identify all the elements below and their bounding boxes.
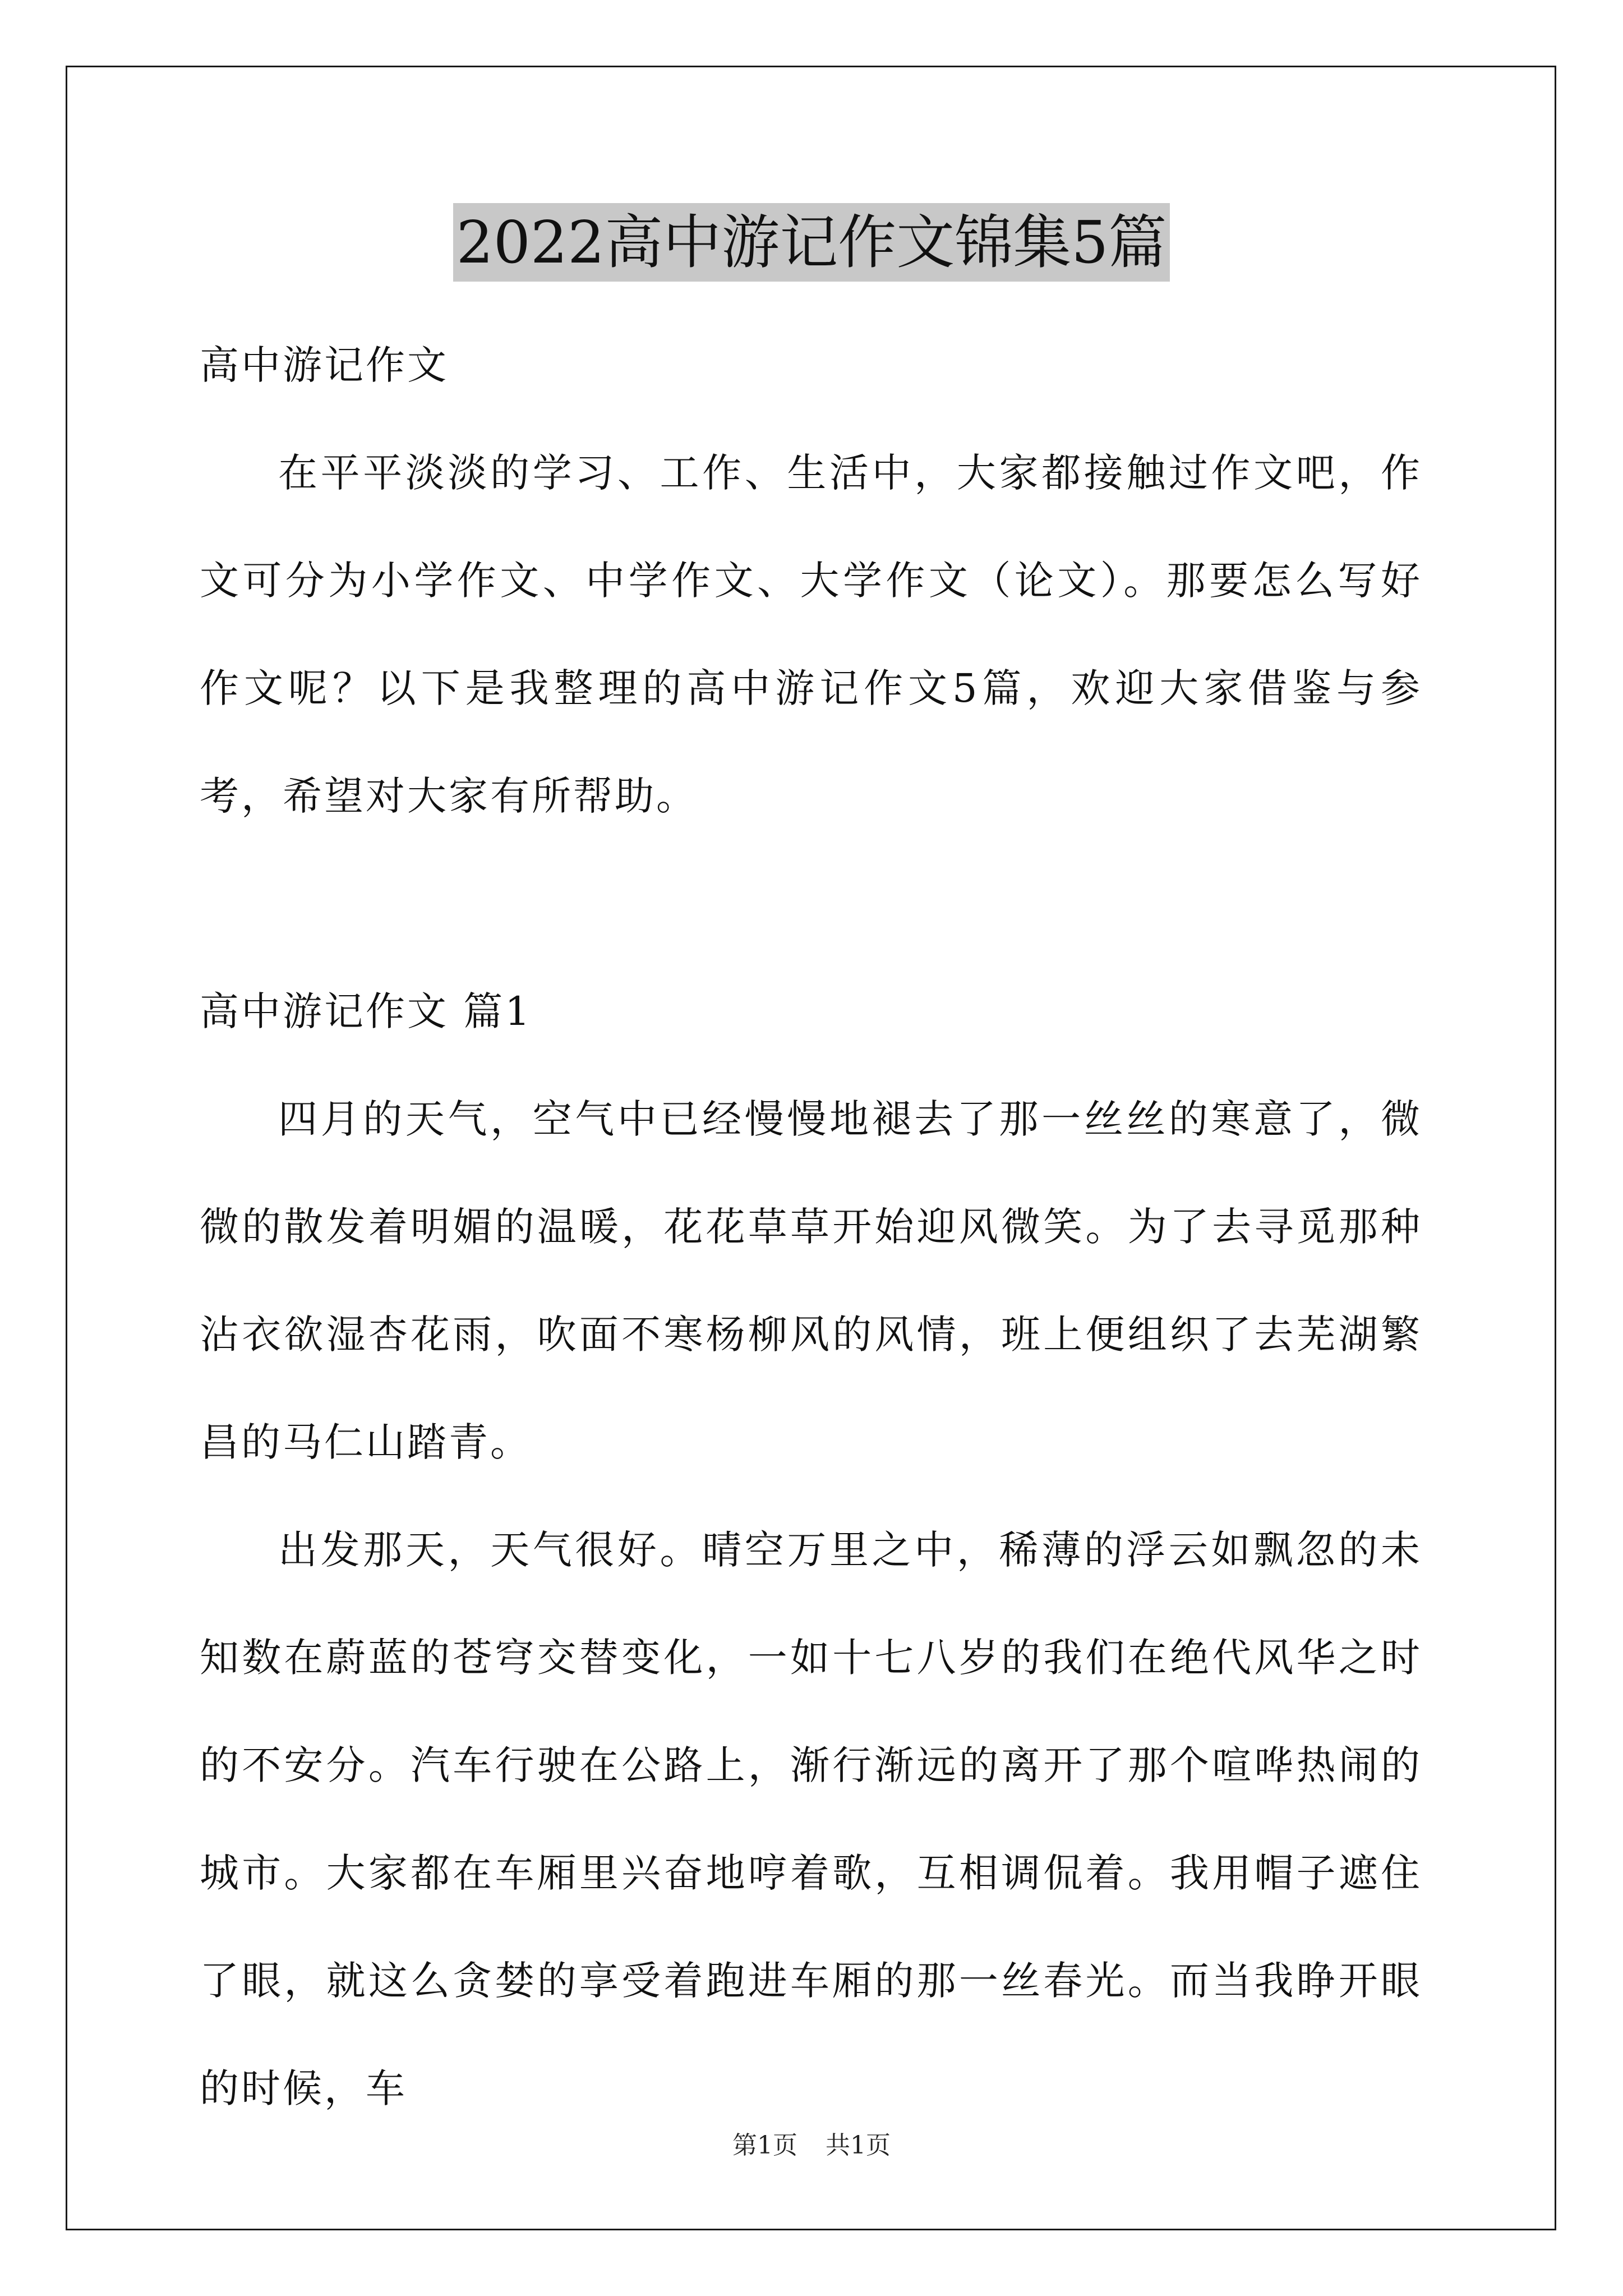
section-heading: 高中游记作文 篇1 [200, 988, 532, 1034]
document-body [200, 311, 1422, 2142]
page-number: 第1页 [732, 2131, 797, 2160]
intro-heading: 高中游记作文 [200, 342, 449, 388]
section-spacer [200, 850, 1422, 958]
intro-paragraph: 在平平淡淡的学习、工作、生活中，大家都接触过作文吧，作文可分为小学作文、中学作文、大学作文（论文）。那要怎么写好作文呢？以下是我整理的高中游记作文5篇，欢迎大家借鉴与参考，希望对大家有所帮助。 [200, 450, 1422, 819]
body-paragraph-2: 出发那天，天气很好。晴空万里之中，稀薄的浮云如飘忽的未知数在蔚蓝的苍穹交替变化，一如十七八岁的我们在绝代风华之时的不安分。汽车行驶在公路上，渐行渐远的离开了那个喧哗热闹的城市。大家都在车厢里兴奋地哼着歌，互相调侃着。我用帽子遮住了眼，就这么贪婪的享受着跑进车厢的那一丝春光。而当我睁开眼的时候，车 [200, 1527, 1422, 2111]
title-container [0, 203, 1623, 282]
body-paragraph-1: 四月的天气，空气中已经慢慢地褪去了那一丝丝的寒意了，微微的散发着明媚的温暖，花花草草开始迎风微笑。为了去寻觅那种沾衣欲湿杏花雨，吹面不寒杨柳风的风情，班上便组织了去芜湖繁昌的马仁山踏青。 [200, 1096, 1422, 1465]
page-total: 共1页 [826, 2131, 891, 2160]
page-footer [0, 2129, 1623, 2162]
document-title: 2022高中游记作文锦集5篇 [453, 203, 1170, 282]
